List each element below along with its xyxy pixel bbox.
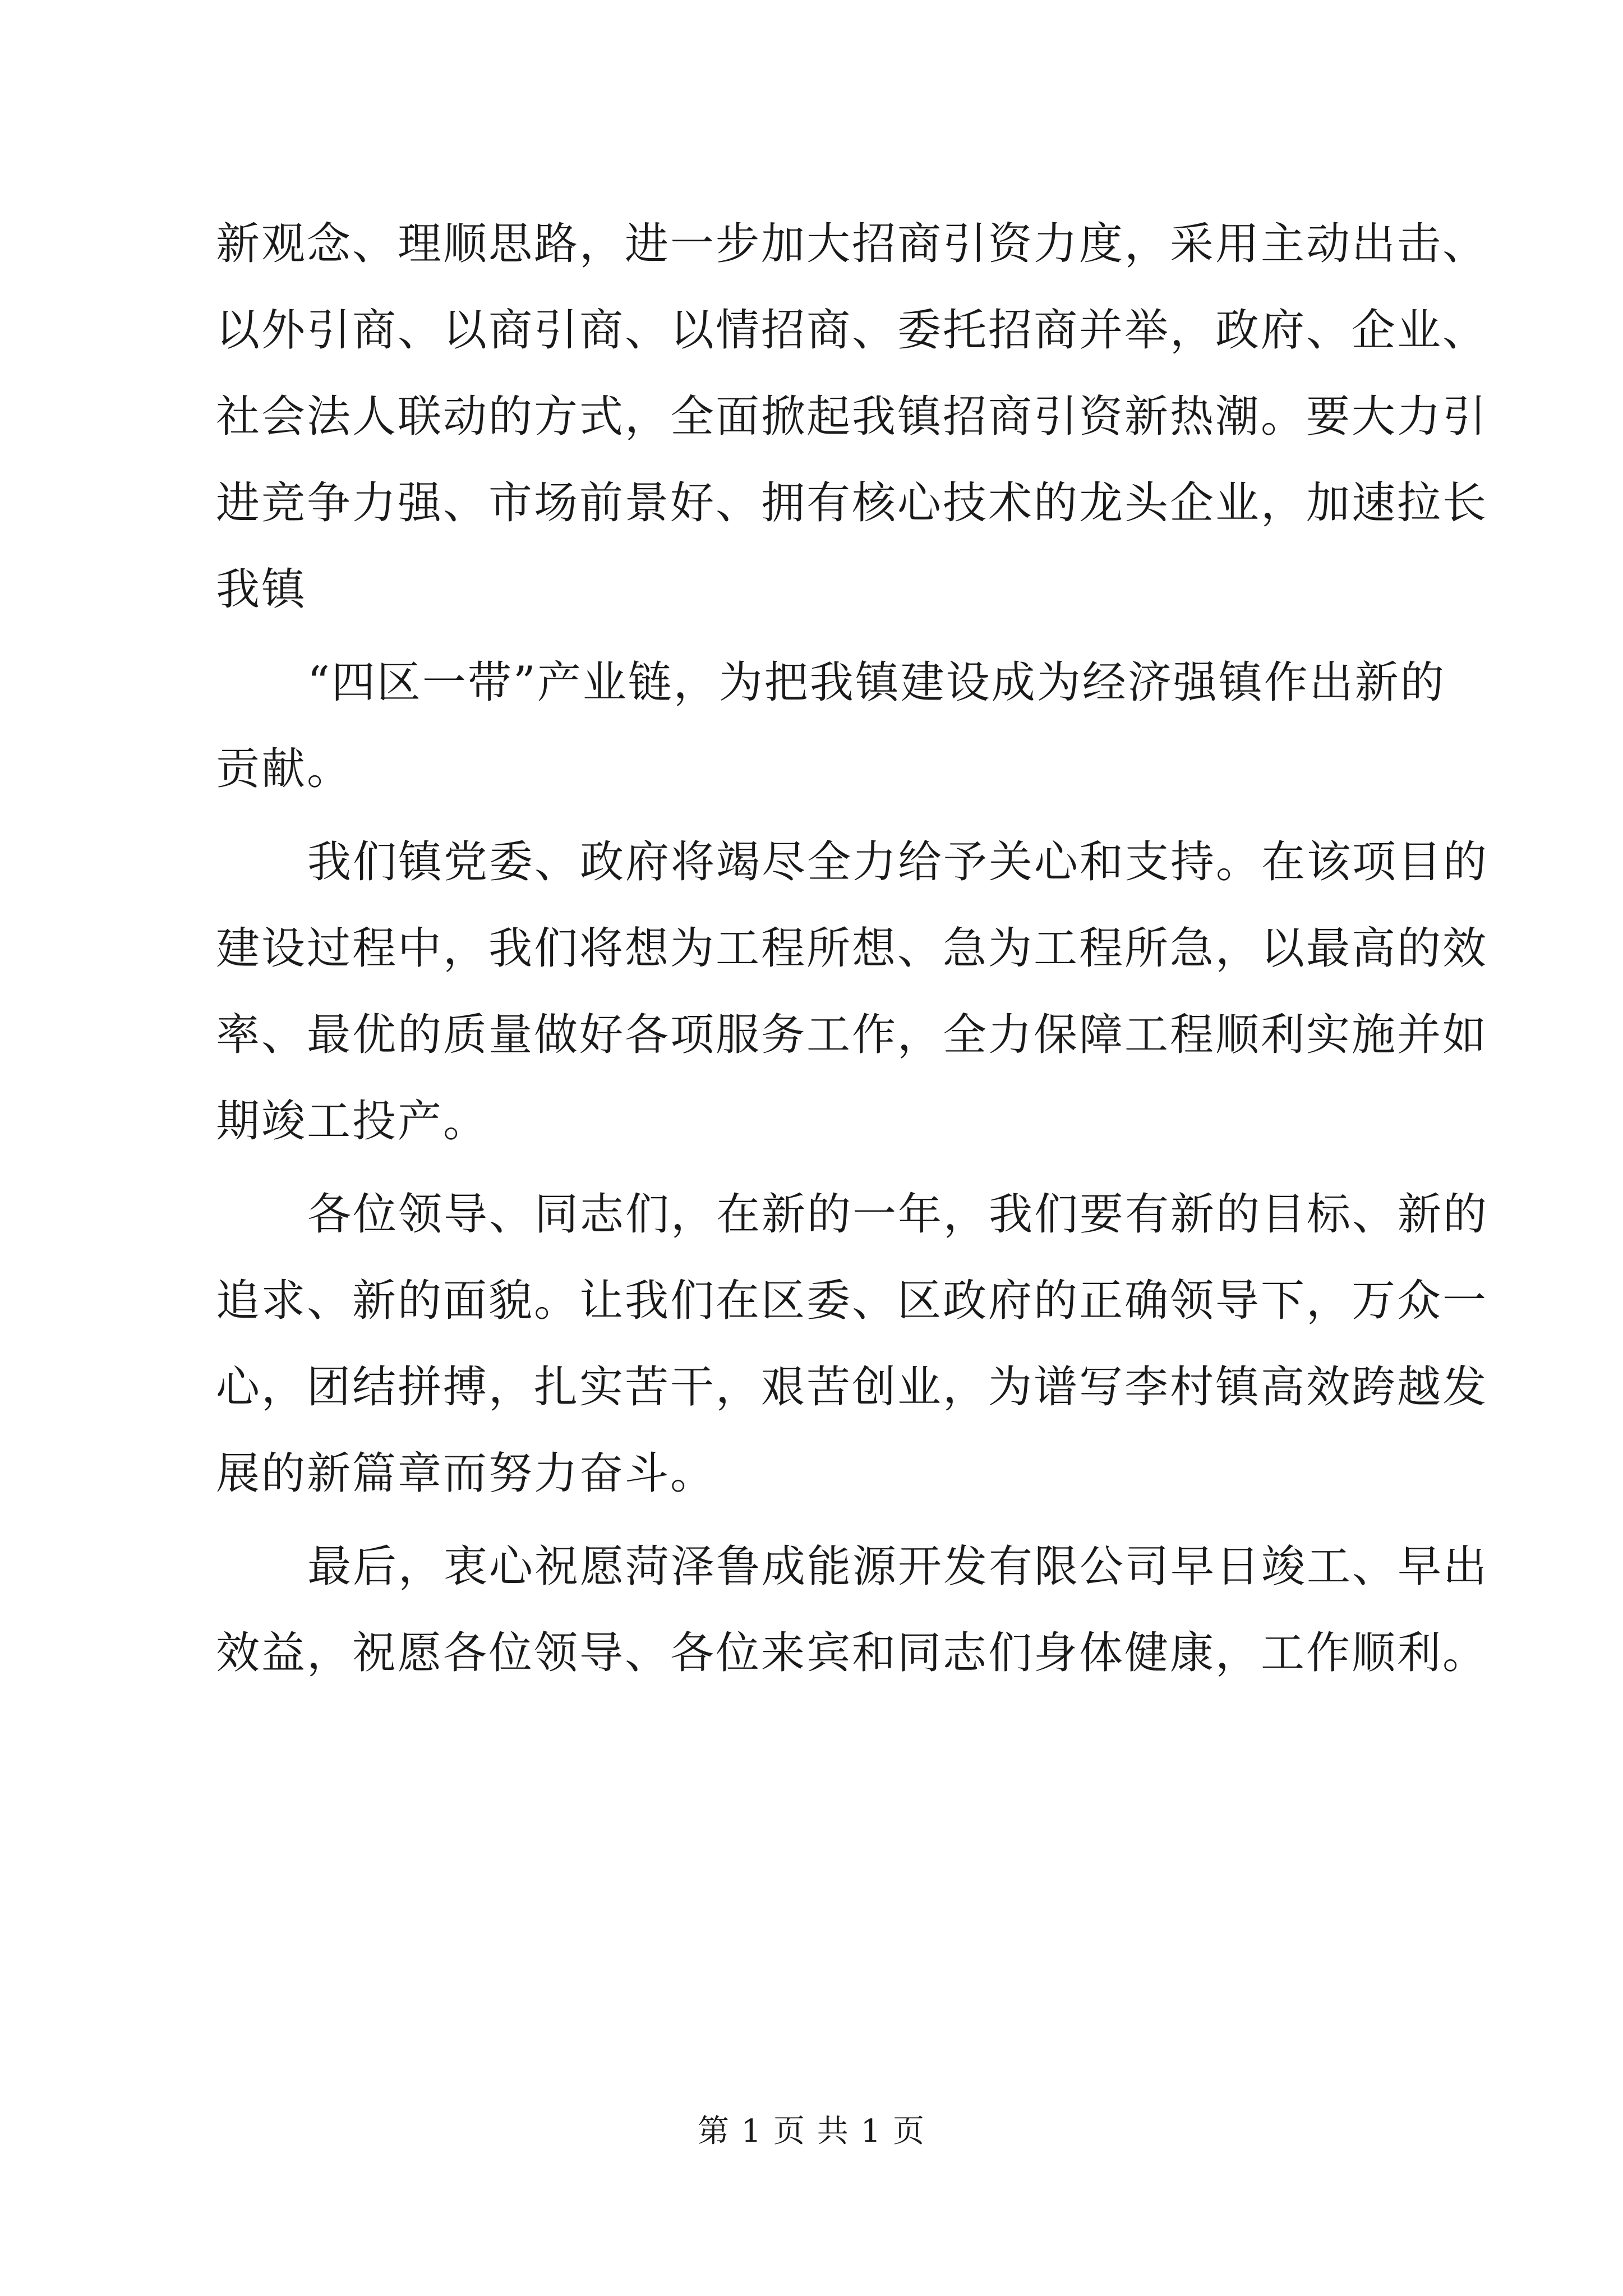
paragraph-line: 率、最优的质量做好各项服务工作，全力保障工程顺利实施并如 <box>216 1010 1488 1060</box>
page-number-footer: 第 1 页 共 1 页 <box>697 2113 926 2150</box>
paragraph-line: “四区一带”产业链，为把我镇建设成为经济强镇作出新的 <box>307 657 1446 708</box>
paragraph-line: 展的新篇章而努力奋斗。 <box>216 1448 716 1499</box>
paragraph-line: 社会法人联动的方式，全面掀起我镇招商引资新热潮。要大力引 <box>216 392 1488 442</box>
paragraph-line: 期竣工投产。 <box>216 1096 489 1147</box>
paragraph-line: 效益，祝愿各位领导、各位来宾和同志们身体健康，工作顺利。 <box>216 1628 1488 1678</box>
paragraph-line: 我们镇党委、政府将竭尽全力给予关心和支持。在该项目的 <box>307 837 1489 887</box>
paragraph-line: 追求、新的面貌。让我们在区委、区政府的正确领导下，万众一 <box>216 1276 1488 1326</box>
paragraph-2 <box>216 639 1446 812</box>
paragraph-line: 我镇 <box>216 564 307 615</box>
paragraph-3 <box>216 819 1489 1165</box>
paragraph-line: 最后，衷心祝愿菏泽鲁成能源开发有限公司早日竣工、早出 <box>307 1542 1489 1592</box>
paragraph-line: 心，团结拼搏，扎实苦干，艰苦创业，为谱写李村镇高效跨越发 <box>216 1362 1488 1412</box>
paragraph-line: 以外引商、以商引商、以情招商、委托招商并举，政府、企业、 <box>216 305 1488 356</box>
paragraph-line: 各位领导、同志们，在新的一年，我们要有新的目标、新的 <box>307 1189 1489 1240</box>
paragraph-5 <box>216 1524 1489 1696</box>
paragraph-line: 进竞争力强、市场前景好、拥有核心技术的龙头企业，加速拉长 <box>216 478 1488 528</box>
paragraph-4 <box>216 1171 1489 1517</box>
document-body <box>216 201 1489 1696</box>
paragraph-1 <box>216 201 1488 633</box>
paragraph-line: 建设过程中，我们将想为工程所想、急为工程所急，以最高的效 <box>216 923 1488 974</box>
paragraph-line: 新观念、理顺思路，进一步加大招商引资力度，采用主动出击、 <box>216 219 1488 269</box>
paragraph-line: 贡献。 <box>216 744 353 794</box>
